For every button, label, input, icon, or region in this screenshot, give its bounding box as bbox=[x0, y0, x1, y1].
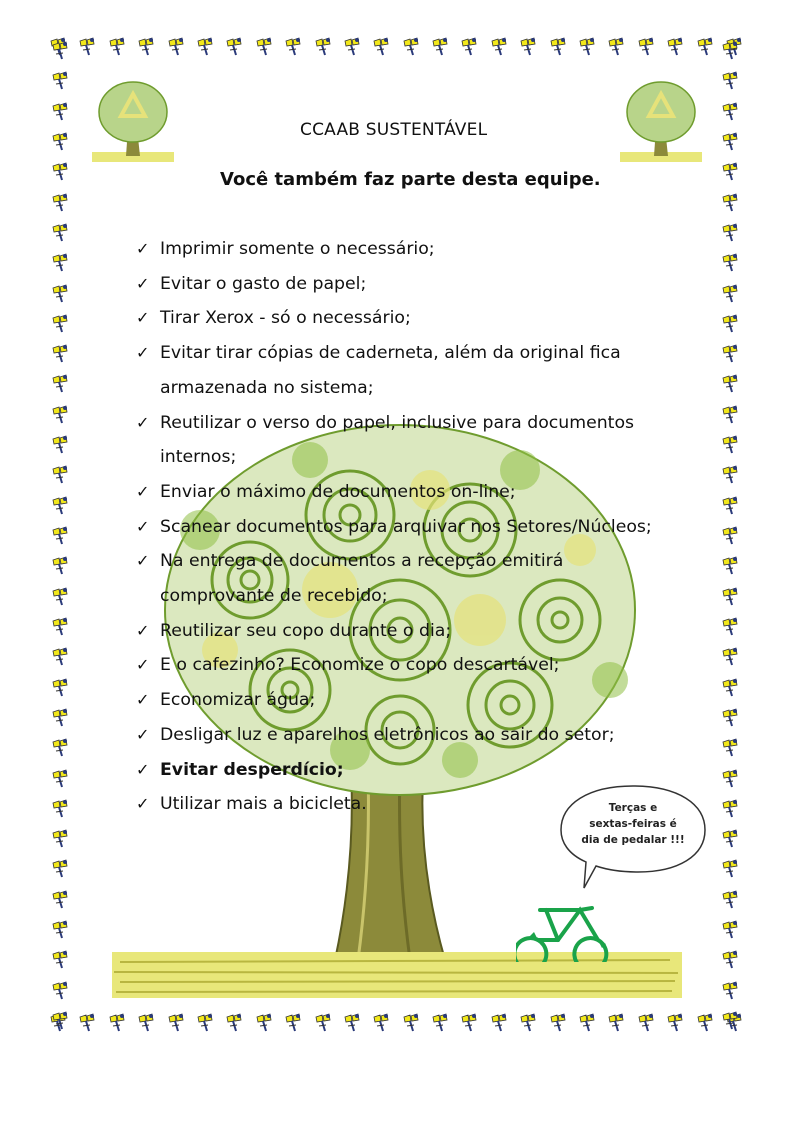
check-icon: ✓ bbox=[136, 308, 150, 328]
border-motif-icon bbox=[166, 36, 186, 58]
border-motif-icon bbox=[720, 919, 740, 941]
border-motif-icon bbox=[548, 1012, 568, 1034]
border-motif-icon bbox=[720, 404, 740, 426]
border-motif-icon bbox=[720, 858, 740, 880]
list-item-text: Reutilizar o verso do papel, inclusive para documentos bbox=[160, 412, 635, 433]
list-item-text: Scanear documentos para arquivar nos Setores/Núcleos; bbox=[160, 516, 652, 537]
bicycle-icon bbox=[516, 896, 618, 962]
check-icon: ✓ bbox=[136, 516, 150, 536]
border-motif-icon bbox=[166, 1012, 186, 1034]
border-motif-icon bbox=[606, 36, 626, 58]
border-motif-icon bbox=[720, 192, 740, 214]
border-bottom bbox=[48, 1012, 744, 1036]
check-icon: ✓ bbox=[136, 551, 150, 571]
border-motif-icon bbox=[636, 1012, 656, 1034]
list-item-text-continuation: comprovante de recebido; bbox=[160, 586, 388, 607]
speech-bubble-line: Terças e bbox=[608, 802, 658, 814]
border-motif-icon bbox=[720, 252, 740, 274]
border-motif-icon bbox=[606, 1012, 626, 1034]
border-motif-icon bbox=[430, 1012, 450, 1034]
border-motif-icon bbox=[489, 36, 509, 58]
border-motif-icon bbox=[720, 980, 740, 1002]
border-motif-icon bbox=[720, 949, 740, 971]
border-motif-icon bbox=[50, 555, 70, 577]
list-item bbox=[136, 267, 696, 302]
border-motif-icon bbox=[50, 70, 70, 92]
border-motif-icon bbox=[50, 707, 70, 729]
border-motif-icon bbox=[720, 343, 740, 365]
border-motif-icon bbox=[50, 798, 70, 820]
border-motif-icon bbox=[720, 707, 740, 729]
border-motif-icon bbox=[50, 646, 70, 668]
border-motif-icon bbox=[342, 36, 362, 58]
check-icon: ✓ bbox=[136, 412, 150, 432]
list-item bbox=[136, 683, 696, 718]
list-item-text: Tirar Xerox - só o necessário; bbox=[160, 308, 411, 329]
border-motif-icon bbox=[283, 1012, 303, 1034]
border-motif-icon bbox=[50, 343, 70, 365]
border-motif-icon bbox=[50, 1010, 70, 1032]
border-motif-icon bbox=[665, 1012, 685, 1034]
border-motif-icon bbox=[195, 1012, 215, 1034]
list-item bbox=[136, 406, 696, 475]
list-item-text: Na entrega de documentos a recepção emitirá bbox=[160, 551, 564, 572]
check-icon: ✓ bbox=[136, 620, 150, 640]
check-icon: ✓ bbox=[136, 794, 150, 814]
list-item-text: Evitar o gasto de papel; bbox=[160, 273, 367, 294]
list-item-text: Imprimir somente o necessário; bbox=[160, 239, 435, 259]
list-item-text: Enviar o máximo de documentos on-line; bbox=[160, 481, 516, 502]
border-motif-icon bbox=[720, 889, 740, 911]
list-item-text: E o cafezinho? Economize o copo descartável; bbox=[160, 655, 560, 676]
border-motif-icon bbox=[720, 768, 740, 790]
border-motif-icon bbox=[136, 1012, 156, 1034]
border-motif-icon bbox=[720, 222, 740, 244]
border-motif-icon bbox=[283, 36, 303, 58]
border-motif-icon bbox=[720, 434, 740, 456]
border-motif-icon bbox=[50, 464, 70, 486]
list-item bbox=[136, 614, 696, 649]
border-motif-icon bbox=[720, 798, 740, 820]
border-motif-icon bbox=[50, 131, 70, 153]
border-motif-icon bbox=[50, 889, 70, 911]
border-motif-icon bbox=[636, 36, 656, 58]
border-motif-icon bbox=[224, 36, 244, 58]
border-motif-icon bbox=[720, 495, 740, 517]
page-subtitle: Você também faz parte desta equipe. bbox=[220, 169, 601, 190]
list-item-text: Evitar tirar cópias de caderneta, além da original fica bbox=[160, 343, 621, 364]
border-motif-icon bbox=[548, 36, 568, 58]
border-motif-icon bbox=[50, 919, 70, 941]
border-motif-icon bbox=[665, 36, 685, 58]
border-motif-icon bbox=[577, 1012, 597, 1034]
list-item-text-continuation: internos; bbox=[160, 447, 237, 468]
border-motif-icon bbox=[720, 525, 740, 547]
border-motif-icon bbox=[77, 1012, 97, 1034]
border-motif-icon bbox=[401, 1012, 421, 1034]
border-motif-icon bbox=[577, 36, 597, 58]
border-motif-icon bbox=[224, 1012, 244, 1034]
border-motif-icon bbox=[50, 616, 70, 638]
border-motif-icon bbox=[50, 828, 70, 850]
border-motif-icon bbox=[720, 464, 740, 486]
check-icon: ✓ bbox=[136, 481, 150, 501]
border-motif-icon bbox=[107, 1012, 127, 1034]
border-motif-icon bbox=[459, 1012, 479, 1034]
border-motif-icon bbox=[50, 949, 70, 971]
border-motif-icon bbox=[720, 737, 740, 759]
list-item bbox=[136, 510, 696, 545]
border-motif-icon bbox=[695, 36, 715, 58]
border-motif-icon bbox=[371, 36, 391, 58]
border-motif-icon bbox=[50, 404, 70, 426]
border-motif-icon bbox=[136, 36, 156, 58]
border-motif-icon bbox=[50, 192, 70, 214]
border-motif-icon bbox=[50, 161, 70, 183]
list-item-text-continuation: armazenada no sistema; bbox=[160, 377, 374, 398]
border-motif-icon bbox=[50, 434, 70, 456]
border-motif-icon bbox=[313, 36, 333, 58]
border-motif-icon bbox=[107, 36, 127, 58]
border-motif-icon bbox=[720, 40, 740, 62]
border-motif-icon bbox=[77, 36, 97, 58]
list-item-text: Reutilizar seu copo durante o dia; bbox=[160, 620, 452, 641]
border-motif-icon bbox=[401, 36, 421, 58]
border-motif-icon bbox=[50, 101, 70, 123]
list-item bbox=[136, 648, 696, 683]
border-motif-icon bbox=[50, 525, 70, 547]
border-motif-icon bbox=[720, 283, 740, 305]
border-motif-icon bbox=[720, 646, 740, 668]
border-motif-icon bbox=[720, 131, 740, 153]
speech-bubble-text bbox=[574, 800, 692, 848]
list-item-text: Economizar água; bbox=[160, 690, 316, 711]
border-motif-icon bbox=[518, 36, 538, 58]
speech-bubble-line: sextas-feiras é bbox=[589, 818, 677, 830]
list-item bbox=[136, 544, 696, 613]
border-motif-icon bbox=[195, 36, 215, 58]
page-title: CCAAB SUSTENTÁVEL bbox=[300, 120, 488, 140]
check-icon: ✓ bbox=[136, 655, 150, 675]
check-icon: ✓ bbox=[136, 273, 150, 293]
guidelines-list bbox=[136, 232, 696, 822]
list-item-text-emphasis: Evitar desperdício; bbox=[160, 759, 344, 780]
border-top bbox=[48, 36, 744, 60]
list-item-text: Desligar luz e aparelhos eletrônicos ao sair do setor; bbox=[160, 724, 615, 745]
border-motif-icon bbox=[50, 283, 70, 305]
border-motif-icon bbox=[720, 828, 740, 850]
border-motif-icon bbox=[50, 677, 70, 699]
border-motif-icon bbox=[50, 222, 70, 244]
border-motif-icon bbox=[695, 1012, 715, 1034]
list-item bbox=[136, 475, 696, 510]
border-motif-icon bbox=[313, 1012, 333, 1034]
border-motif-icon bbox=[720, 555, 740, 577]
border-motif-icon bbox=[489, 1012, 509, 1034]
border-motif-icon bbox=[371, 1012, 391, 1034]
border-motif-icon bbox=[254, 36, 274, 58]
border-motif-icon bbox=[50, 858, 70, 880]
border-motif-icon bbox=[518, 1012, 538, 1034]
border-motif-icon bbox=[720, 677, 740, 699]
border-motif-icon bbox=[50, 40, 70, 62]
border-motif-icon bbox=[720, 373, 740, 395]
recycling-tree-icon bbox=[90, 76, 176, 166]
border-motif-icon bbox=[720, 70, 740, 92]
list-item bbox=[136, 718, 696, 753]
speech-bubble-line: dia de pedalar !!! bbox=[581, 834, 685, 846]
border-motif-icon bbox=[720, 586, 740, 608]
border-right bbox=[720, 40, 742, 1032]
border-motif-icon bbox=[50, 980, 70, 1002]
recycling-tree-icon bbox=[618, 76, 704, 166]
check-icon: ✓ bbox=[136, 690, 150, 710]
border-motif-icon bbox=[430, 36, 450, 58]
list-item-text: Utilizar mais a bicicleta. bbox=[160, 794, 367, 815]
border-motif-icon bbox=[720, 101, 740, 123]
border-motif-icon bbox=[720, 1010, 740, 1032]
border-motif-icon bbox=[50, 495, 70, 517]
border-motif-icon bbox=[50, 373, 70, 395]
border-motif-icon bbox=[50, 252, 70, 274]
border-motif-icon bbox=[720, 161, 740, 183]
border-left bbox=[50, 40, 72, 1032]
list-item bbox=[136, 336, 696, 405]
border-motif-icon bbox=[342, 1012, 362, 1034]
border-motif-icon bbox=[50, 313, 70, 335]
border-motif-icon bbox=[50, 737, 70, 759]
border-motif-icon bbox=[720, 313, 740, 335]
list-item bbox=[136, 232, 696, 267]
border-motif-icon bbox=[459, 36, 479, 58]
list-item bbox=[136, 301, 696, 336]
check-icon: ✓ bbox=[136, 239, 150, 258]
check-icon: ✓ bbox=[136, 759, 150, 779]
check-icon: ✓ bbox=[136, 343, 150, 363]
border-motif-icon bbox=[254, 1012, 274, 1034]
border-motif-icon bbox=[50, 586, 70, 608]
border-motif-icon bbox=[720, 616, 740, 638]
border-motif-icon bbox=[50, 768, 70, 790]
check-icon: ✓ bbox=[136, 724, 150, 744]
